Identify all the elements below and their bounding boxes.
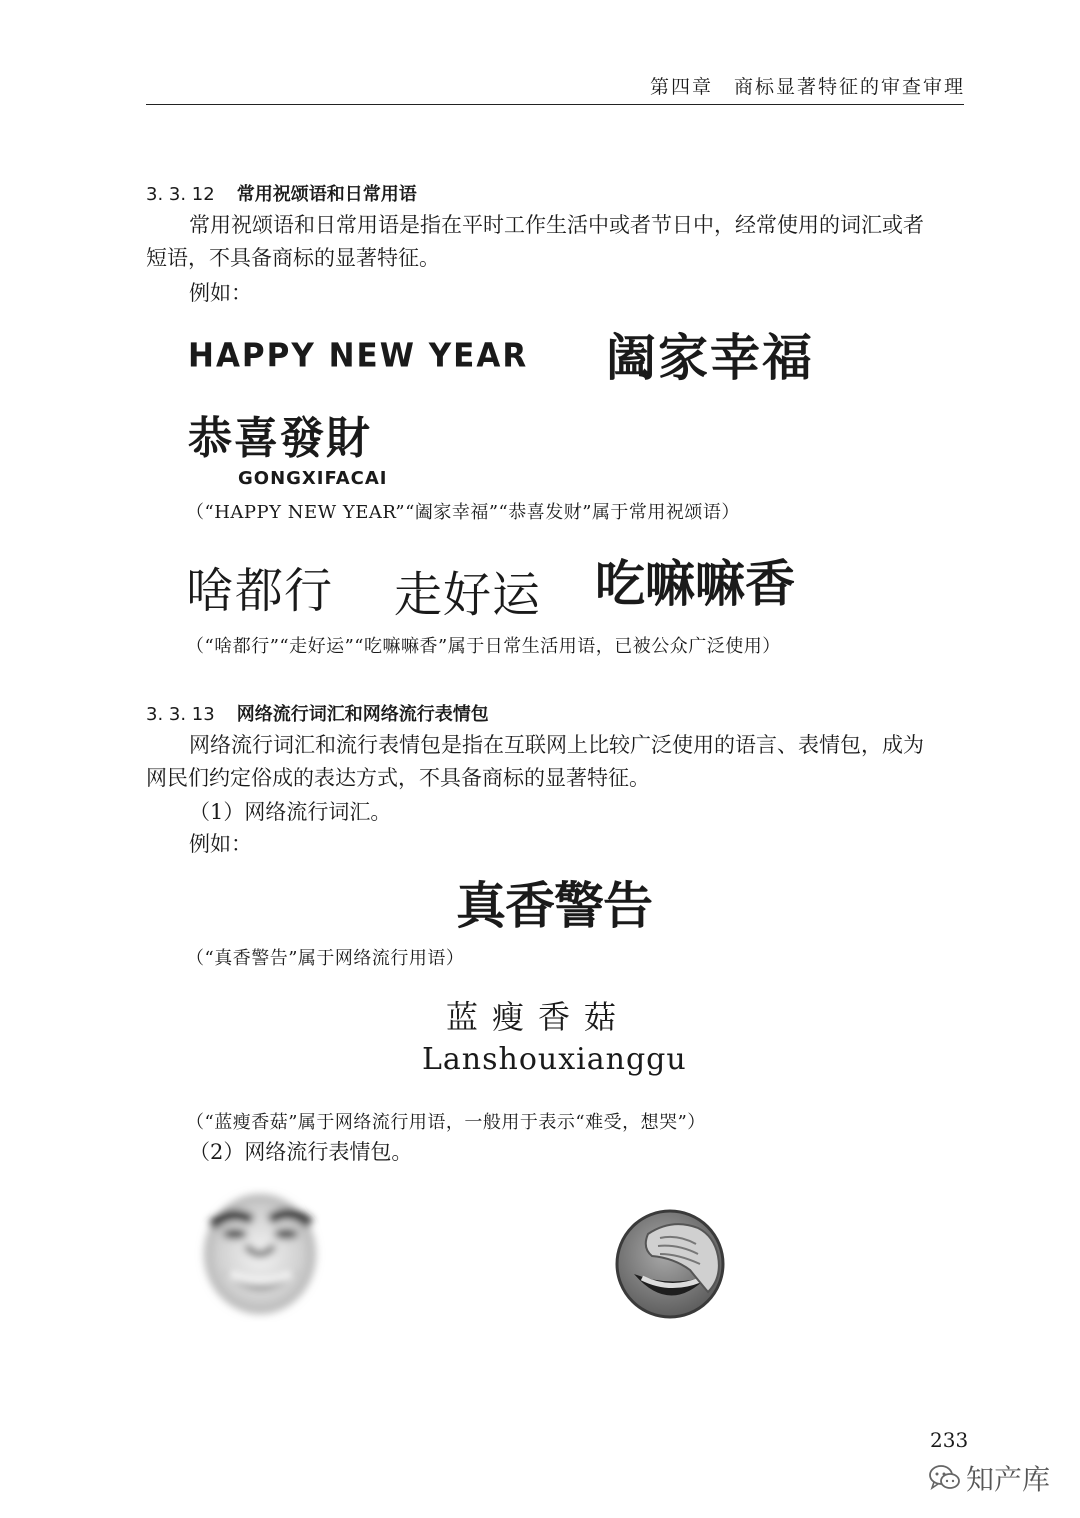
watermark-text: 知产库 bbox=[966, 1463, 1051, 1496]
caption: （“蓝瘦香菇”属于网络流行用语，一般用于表示“难受，想哭”） bbox=[186, 1112, 706, 1133]
trademark-lanshou-pinyin: Lanshouxianggu bbox=[422, 1042, 687, 1077]
trademark-gongxi-facai bbox=[188, 402, 453, 489]
watermark bbox=[928, 1458, 1050, 1498]
paragraph-line: 网络流行词汇和流行表情包是指在互联网上比较广泛使用的语言、表情包，成为 bbox=[189, 733, 924, 757]
page-number: 233 bbox=[930, 1428, 969, 1452]
header-rule bbox=[146, 104, 964, 105]
section-number: 3. 3. 12 bbox=[146, 184, 215, 205]
caption: （“HAPPY NEW YEAR”“阖家幸福”“恭喜发财”属于常用祝颂语） bbox=[186, 502, 740, 523]
paragraph-line: 网民们约定俗成的表达方式，不具备商标的显著特征。 bbox=[146, 766, 650, 790]
section-title: 网络流行词汇和网络流行表情包 bbox=[236, 704, 489, 725]
trademark-chima-maxiang: 吃嘛嘛香 bbox=[595, 555, 795, 613]
trademark-zhenxiang-jinggao: 真香警告 bbox=[456, 877, 652, 935]
trademark-happy-new-year: HAPPY NEW YEAR bbox=[188, 337, 529, 375]
example-intro: 例如： bbox=[189, 832, 252, 856]
section-heading-3-3-12 bbox=[146, 180, 417, 206]
trademark-hejia-xingfu: 阖家幸福 bbox=[606, 329, 814, 387]
list-item: （1）网络流行词汇。 bbox=[189, 800, 392, 824]
caption: （“啥都行”“走好运”“吃嘛嘛香”属于日常生活用语，已被公众广泛使用） bbox=[186, 636, 781, 657]
section-title: 常用祝颂语和日常用语 bbox=[236, 184, 417, 205]
facepalm-emoji-icon bbox=[612, 1204, 732, 1320]
section-heading-3-3-13 bbox=[146, 700, 489, 726]
paragraph-line: 常用祝颂语和日常用语是指在平时工作生活中或者节日中，经常使用的词汇或者 bbox=[189, 213, 924, 237]
trademark-zouhaoyun: 走好运 bbox=[394, 567, 542, 623]
section-number: 3. 3. 13 bbox=[146, 704, 215, 725]
example-intro: 例如： bbox=[189, 281, 252, 305]
meme-face-image bbox=[190, 1186, 330, 1322]
paragraph-line: 短语，不具备商标的显著特征。 bbox=[146, 246, 440, 270]
caption: （“真香警告”属于网络流行用语） bbox=[186, 948, 465, 969]
wechat-icon bbox=[928, 1463, 962, 1493]
trademark-gongxi-text: 恭喜發財 bbox=[188, 413, 372, 464]
trademark-gongxi-pinyin: GONGXIFACAI bbox=[238, 468, 388, 489]
running-head: 第四章 商标显著特征的审查审理 bbox=[650, 76, 966, 98]
list-item: （2）网络流行表情包。 bbox=[189, 1140, 413, 1164]
trademark-shadouxing: 啥都行 bbox=[186, 563, 334, 619]
trademark-lanshou-xianggu: 蓝瘦香菇 bbox=[446, 998, 631, 1036]
